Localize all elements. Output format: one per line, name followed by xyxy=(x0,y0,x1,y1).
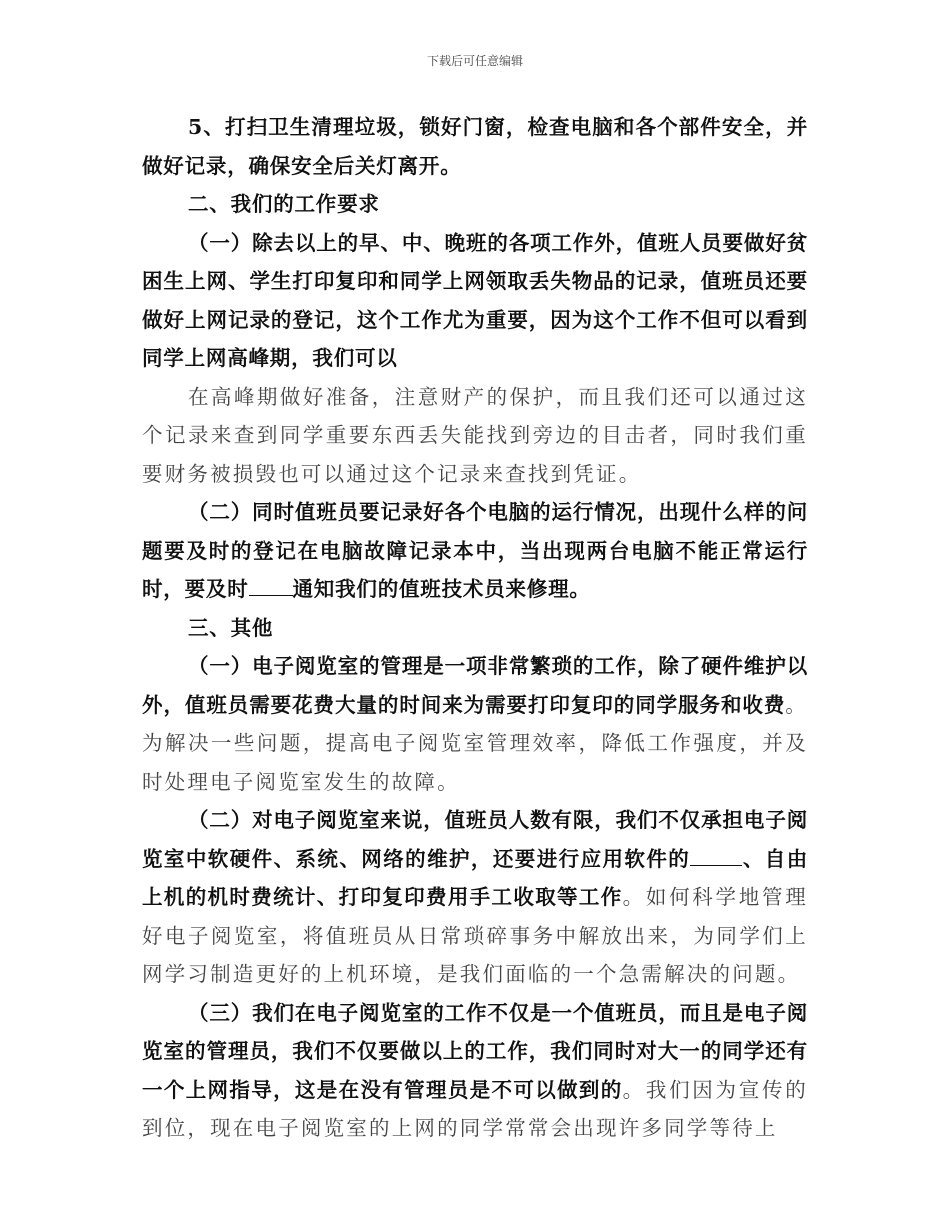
page-header: 下载后可任意编辑 xyxy=(426,54,523,68)
paragraph-other-3 xyxy=(142,994,808,1148)
document-body xyxy=(142,108,808,1148)
paragraph-text: （三）我们在电子阅览室的工作不仅是一个值班员，而且是电子阅览室的管理员，我们不仅要做以上的工作，我们同时对大一的同学还有一个上网指导，这是在没有管理员是不可以做到的 xyxy=(142,1000,808,1102)
paragraph-text: 、自由上机的机时费统计、打印复印费用手工收取等工作 xyxy=(142,846,809,909)
paragraph-text: 通知我们的值班技术员来修理。 xyxy=(292,577,591,601)
paragraph-item-5: 5、打扫卫生清理垃圾，锁好门窗，检查电脑和各个部件安全，并做好记录，确保安全后关灯离开。 xyxy=(142,115,808,178)
fill-in-blank xyxy=(690,847,742,866)
paragraph-text: 。为解决一些问题，提高电子阅览室管理效率，降低工作强度，并及时处理电子阅览室发生的故障。 xyxy=(142,692,808,794)
paragraph-text: 。如何科学地管理好电子阅览室，将值班员从日常琐碎事务中解放出来，为同学们上网学习制造更好的上机环境，是我们面临的一个急需解决的问题。 xyxy=(142,885,808,986)
paragraph-other-1 xyxy=(142,647,808,801)
section-heading-3: 三、其他 xyxy=(188,615,274,640)
paragraph-other-2 xyxy=(142,801,808,994)
section-heading-2: 二、我们的工作要求 xyxy=(188,192,380,216)
paragraph-text: （二）对电子阅览室来说，值班员人数有限，我们不仅承担电子阅览室中软硬件、系统、网络的维护，还要进行应用软件的 xyxy=(142,808,808,871)
paragraph-text: （一）电子阅览室的管理是一项非常繁琐的工作，除了硬件维护以外，值班员需要花费大量的时间来为需要打印复印的同学服务和收费 xyxy=(142,654,808,717)
paragraph-continuation: 在高峰期做好准备，注意财产的保护，而且我们还可以通过这个记录来查到同学重要东西丢失能找到旁边的目击者，同时我们重要财务被损毁也可以通过这个记录来查找到凭证。 xyxy=(142,384,808,486)
paragraph-requirement-2 xyxy=(142,493,808,609)
fill-in-blank xyxy=(249,577,293,596)
paragraph-text: 。我们因为宣传的到位，现在电子阅览室的上网的同学常常会出现许多同学等待上 xyxy=(142,1077,808,1140)
paragraph-requirement-1: （一）除去以上的早、中、晚班的各项工作外，值班人员要做好贫困生上网、学生打印复印和同学上网领取丢失物品的记录，值班员还要做好上网记录的登记，这个工作尤为重要，因为这个工作不但可以看到同学上网高峰期，我们可以 xyxy=(142,230,808,370)
paragraph-text: （二）同时值班员要记录好各个电脑的运行情况，出现什么样的问题要及时的登记在电脑故障记录本中，当出现两台电脑不能正常运行时，要及时 xyxy=(142,500,808,601)
